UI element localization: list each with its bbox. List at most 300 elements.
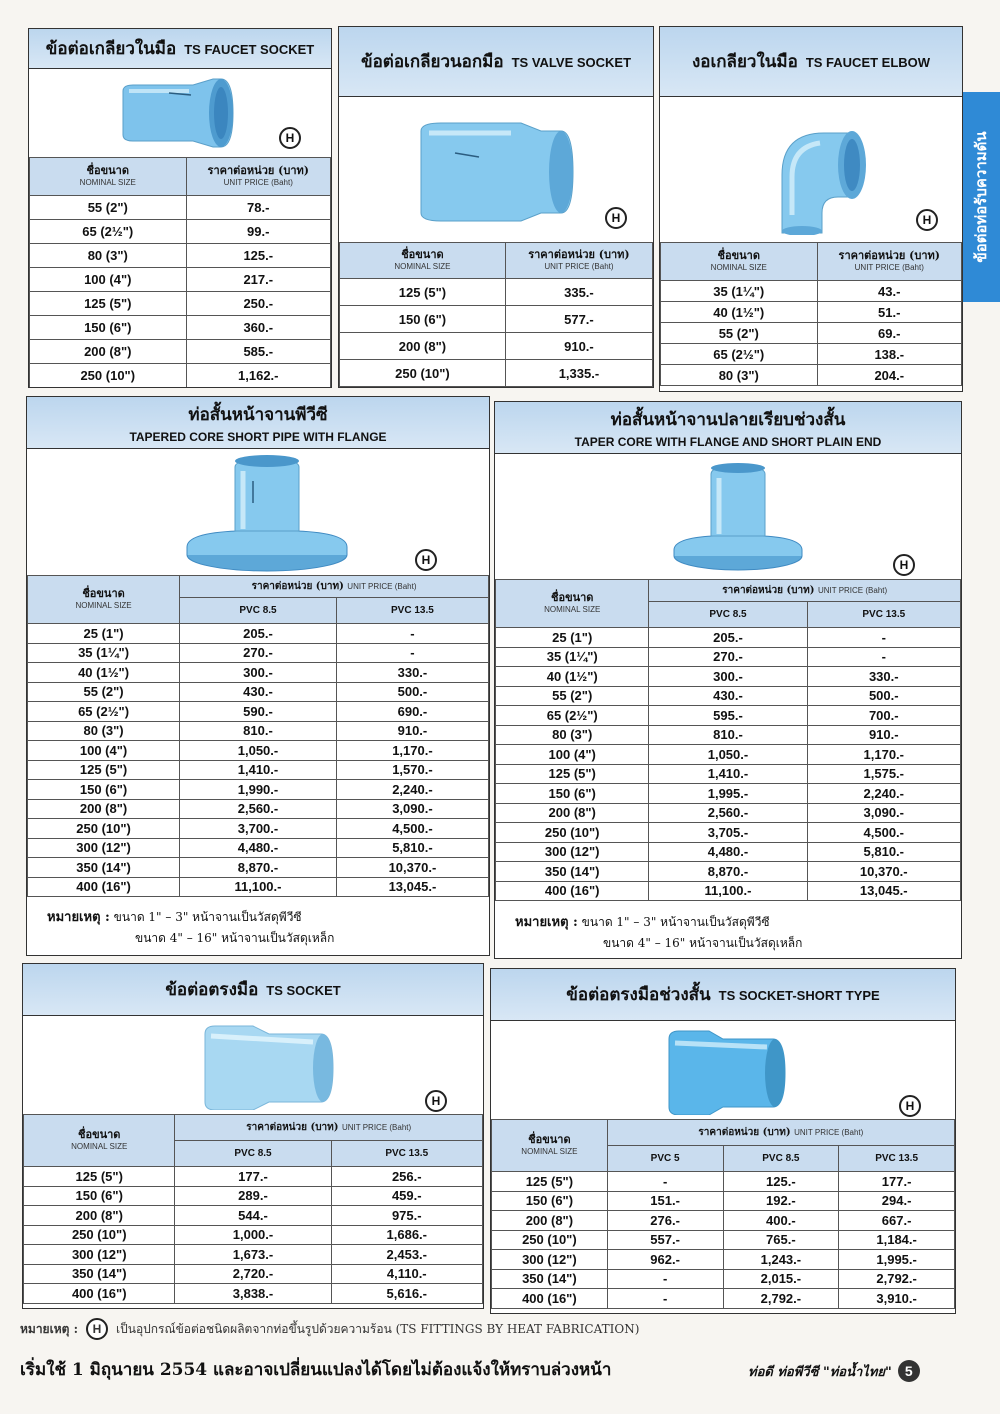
table-row — [24, 1225, 483, 1245]
table-cell: 80 (3") — [496, 725, 649, 745]
table-cell: 544.- — [175, 1206, 331, 1226]
table-cell: 810.- — [649, 725, 807, 745]
table-cell: 459.- — [331, 1186, 482, 1206]
taper-plain-title-th: ท่อสั้นหน้าจานปลายเรียบช่วงสั้น — [610, 410, 846, 430]
socket-short-table — [491, 1119, 955, 1309]
table-cell: 975.- — [331, 1206, 482, 1226]
valve-socket-title-th: ข้อต่อเกลียวนอกมือ — [360, 52, 504, 72]
valve-socket-image — [411, 117, 581, 227]
table-cell: 3,910.- — [839, 1289, 955, 1309]
table-cell: 65 (2½") — [30, 220, 187, 244]
table-cell: 300 (12") — [492, 1250, 608, 1270]
table-cell: 1,170.- — [807, 745, 960, 765]
table-cell: 577.- — [505, 306, 652, 333]
table-row — [28, 682, 489, 702]
table-cell: 200 (8") — [492, 1211, 608, 1231]
table-cell: 335.- — [505, 279, 652, 306]
table-cell: 700.- — [807, 706, 960, 726]
table-cell: 69.- — [817, 323, 961, 344]
table-cell: 250.- — [186, 292, 330, 316]
table-row — [496, 784, 961, 804]
column-header-price: ราคาต่อหน่วย (บาท) UNIT PRICE (Baht) — [607, 1120, 954, 1146]
table-row — [496, 706, 961, 726]
table-cell: 25 (1") — [496, 628, 649, 648]
heat-fabrication-mark: H — [415, 549, 437, 571]
table-cell: 2,560.- — [180, 799, 337, 819]
table-header — [28, 576, 489, 598]
faucet-elbow-title — [660, 27, 962, 97]
table-row — [28, 799, 489, 819]
tapered-flange-title — [27, 397, 489, 449]
footer-note — [20, 1318, 639, 1340]
table-cell: 125.- — [186, 244, 330, 268]
column-header-size: ชื่อขนาด NOMINAL SIZE — [24, 1115, 175, 1167]
table-cell: 177.- — [839, 1172, 955, 1192]
table-cell: 1,000.- — [175, 1225, 331, 1245]
table-cell: 151.- — [607, 1191, 723, 1211]
table-cell: 595.- — [649, 706, 807, 726]
table-cell: 590.- — [180, 702, 337, 722]
table-cell: 10,370.- — [336, 858, 488, 878]
column-header-pvc-8-5: PVC 8.5 — [723, 1146, 839, 1172]
table-row — [496, 862, 961, 882]
table-row — [24, 1206, 483, 1226]
table-cell: 1,050.- — [180, 741, 337, 761]
table-row — [496, 725, 961, 745]
heat-fabrication-mark: H — [899, 1095, 921, 1117]
taper-plain-note — [515, 912, 802, 953]
side-tab — [962, 92, 1000, 302]
table-cell: 125.- — [723, 1172, 839, 1192]
table-cell: 200 (8") — [30, 340, 187, 364]
heat-fabrication-mark: H — [605, 207, 627, 229]
table-row — [24, 1264, 483, 1284]
table-cell: 1,410.- — [649, 764, 807, 784]
table-cell: 1,410.- — [180, 760, 337, 780]
table-cell: 350 (14") — [28, 858, 180, 878]
table-row — [28, 780, 489, 800]
table-header — [496, 580, 961, 602]
table-row — [340, 306, 653, 333]
table-cell: 294.- — [839, 1191, 955, 1211]
table-row — [30, 268, 331, 292]
table-cell: 330.- — [336, 663, 488, 683]
note-line-2: ขนาด 4" – 16" หน้าจานเป็นวัสดุเหล็ก — [603, 936, 803, 950]
table-row — [492, 1172, 955, 1192]
table-cell: 250 (10") — [30, 364, 187, 388]
table-row — [492, 1289, 955, 1309]
table-cell: 43.- — [817, 281, 961, 302]
table-row — [24, 1186, 483, 1206]
table-row — [492, 1211, 955, 1231]
table-row — [30, 340, 331, 364]
table-cell: 500.- — [807, 686, 960, 706]
socket-short-title-en: TS SOCKET-SHORT TYPE — [718, 988, 880, 1003]
table-cell: 138.- — [817, 344, 961, 365]
faucet-socket-title-en: TS FAUCET SOCKET — [184, 42, 315, 57]
column-header-price: ราคาต่อหน่วย (บาท) UNIT PRICE (Baht) — [649, 580, 961, 602]
table-cell: 200 (8") — [496, 803, 649, 823]
heat-fabrication-mark: H — [893, 554, 915, 576]
table-cell: 270.- — [649, 647, 807, 667]
ts-socket-title — [23, 964, 483, 1016]
table-cell: 667.- — [839, 1211, 955, 1231]
table-cell: 810.- — [180, 721, 337, 741]
table-cell: 430.- — [649, 686, 807, 706]
column-header-price: ราคาต่อหน่วย (บาท) UNIT PRICE (Baht) — [180, 576, 489, 598]
table-cell: 204.- — [817, 365, 961, 386]
table-cell: 2,720.- — [175, 1264, 331, 1284]
table-row — [492, 1250, 955, 1270]
faucet-elbow-image-area — [660, 97, 962, 242]
table-cell: 125 (5") — [492, 1172, 608, 1192]
column-header-pvc-13-5: PVC 13.5 — [331, 1141, 482, 1167]
valve-socket-title — [339, 27, 653, 97]
table-row — [492, 1269, 955, 1289]
taper-plain-title-en: TAPER CORE WITH FLANGE AND SHORT PLAIN END — [574, 435, 882, 449]
table-row — [661, 302, 962, 323]
table-cell: 192.- — [723, 1191, 839, 1211]
table-cell: 276.- — [607, 1211, 723, 1231]
taper-plain-image-area — [495, 454, 961, 579]
column-header-price: ราคาต่อหน่วย (บาท) UNIT PRICE (Baht) — [186, 158, 330, 196]
table-cell: 35 (1¼") — [28, 643, 180, 663]
table-row — [24, 1284, 483, 1304]
valve-socket-panel — [338, 26, 654, 388]
column-header-size: ชื่อขนาด NOMINAL SIZE — [340, 243, 506, 279]
table-cell: 150 (6") — [496, 784, 649, 804]
table-cell: 5,810.- — [336, 838, 488, 858]
column-header-pvc-13-5: PVC 13.5 — [807, 602, 960, 628]
table-cell: 330.- — [807, 667, 960, 687]
table-cell: 55 (2") — [28, 682, 180, 702]
column-header-pvc-8-5: PVC 8.5 — [180, 598, 337, 624]
table-row — [492, 1230, 955, 1250]
table-cell: 400.- — [723, 1211, 839, 1231]
table-cell: 150 (6") — [30, 316, 187, 340]
table-cell: - — [607, 1289, 723, 1309]
table-cell: 65 (2½") — [496, 706, 649, 726]
table-cell: 1,990.- — [180, 780, 337, 800]
table-cell: 40 (1½") — [28, 663, 180, 683]
note-line-1: ขนาด 1" – 3" หน้าจานเป็นวัสดุพีวีซี — [581, 915, 770, 929]
column-header-price: ราคาต่อหน่วย (บาท) UNIT PRICE (Baht) — [505, 243, 652, 279]
tapered-flange-title-th: ท่อสั้นหน้าจานพีวีซี — [188, 405, 328, 425]
table-cell: 1,995.- — [839, 1250, 955, 1270]
table-cell: 8,870.- — [180, 858, 337, 878]
table-cell: 4,110.- — [331, 1264, 482, 1284]
column-header-pvc-8-5: PVC 8.5 — [175, 1141, 331, 1167]
table-cell: 51.- — [817, 302, 961, 323]
table-cell: 65 (2½") — [28, 702, 180, 722]
table-cell: 55 (2") — [30, 196, 187, 220]
table-cell: 1,575.- — [807, 764, 960, 784]
table-cell: 3,705.- — [649, 823, 807, 843]
table-cell: 400 (16") — [24, 1284, 175, 1304]
table-cell: 2,453.- — [331, 1245, 482, 1265]
table-cell: - — [807, 647, 960, 667]
ts-socket-image-area — [23, 1016, 483, 1114]
table-cell: 250 (10") — [340, 360, 506, 387]
faucet-socket-title — [29, 29, 331, 69]
taper-plain-title — [495, 402, 961, 454]
tapered-flange-note — [47, 907, 334, 948]
table-header — [340, 243, 653, 279]
socket-short-title-th: ข้อต่อตรงมือช่วงสั้น — [566, 985, 711, 1005]
table-cell: 1,050.- — [649, 745, 807, 765]
table-cell: 3,090.- — [807, 803, 960, 823]
side-tab-label: ข้อต่อท่อรับความดัน — [972, 131, 990, 263]
table-cell: 360.- — [186, 316, 330, 340]
table-cell: 910.- — [336, 721, 488, 741]
table-cell: 250 (10") — [492, 1230, 608, 1250]
column-header-pvc-13-5: PVC 13.5 — [839, 1146, 955, 1172]
table-cell: 4,480.- — [649, 842, 807, 862]
heat-fabrication-mark: H — [86, 1318, 108, 1340]
table-cell: 125 (5") — [30, 292, 187, 316]
table-cell: 125 (5") — [24, 1167, 175, 1187]
table-cell: 270.- — [180, 643, 337, 663]
table-cell: 80 (3") — [28, 721, 180, 741]
heat-fabrication-mark: H — [916, 209, 938, 231]
table-cell: 250 (10") — [28, 819, 180, 839]
table-row — [492, 1191, 955, 1211]
table-row — [496, 881, 961, 901]
brand-footer — [748, 1360, 920, 1382]
table-cell: 200 (8") — [340, 333, 506, 360]
note-line-2: ขนาด 4" – 16" หน้าจานเป็นวัสดุเหล็ก — [135, 931, 335, 945]
table-cell: 430.- — [180, 682, 337, 702]
table-cell: 1,686.- — [331, 1225, 482, 1245]
table-row — [28, 624, 489, 644]
table-cell: 177.- — [175, 1167, 331, 1187]
table-cell: 13,045.- — [336, 877, 488, 897]
column-header-price: ราคาต่อหน่วย (บาท) UNIT PRICE (Baht) — [175, 1115, 483, 1141]
faucet-elbow-title-en: TS FAUCET ELBOW — [805, 55, 931, 70]
table-cell: - — [807, 628, 960, 648]
table-cell: 78.- — [186, 196, 330, 220]
heat-fabrication-mark: H — [425, 1090, 447, 1112]
valve-socket-image-area — [339, 97, 653, 242]
faucet-elbow-image — [752, 105, 882, 235]
table-cell: 350 (14") — [496, 862, 649, 882]
tapered-flange-panel — [26, 396, 490, 956]
table-cell: - — [607, 1172, 723, 1192]
table-row — [661, 344, 962, 365]
socket-short-image — [657, 1025, 797, 1115]
table-cell: 300 (12") — [496, 842, 649, 862]
table-cell: 13,045.- — [807, 881, 960, 901]
faucet-socket-panel — [28, 28, 332, 388]
ts-socket-image — [193, 1020, 343, 1110]
valve-socket-title-en: TS VALVE SOCKET — [511, 55, 632, 70]
table-cell: 300 (12") — [24, 1245, 175, 1265]
table-cell: 1,570.- — [336, 760, 488, 780]
table-cell: 150 (6") — [28, 780, 180, 800]
column-header-size: ชื่อขนาด NOMINAL SIZE — [661, 243, 818, 281]
taper-plain-panel — [494, 401, 962, 959]
socket-short-title — [491, 969, 955, 1021]
table-cell: 150 (6") — [24, 1186, 175, 1206]
table-cell: 8,870.- — [649, 862, 807, 882]
tapered-flange-image-area — [27, 449, 489, 575]
socket-short-image-area — [491, 1021, 955, 1119]
table-cell: 80 (3") — [30, 244, 187, 268]
table-row — [496, 803, 961, 823]
table-cell: 350 (14") — [492, 1269, 608, 1289]
table-header — [30, 158, 331, 196]
table-row — [28, 760, 489, 780]
table-row — [28, 663, 489, 683]
table-cell: - — [607, 1269, 723, 1289]
table-cell: 55 (2") — [661, 323, 818, 344]
table-cell: 205.- — [649, 628, 807, 648]
taper-plain-image — [663, 458, 813, 578]
table-row — [340, 279, 653, 306]
table-cell: 35 (1¼") — [496, 647, 649, 667]
table-row — [28, 819, 489, 839]
table-row — [24, 1245, 483, 1265]
column-header-size: ชื่อขนาด NOMINAL SIZE — [492, 1120, 608, 1172]
table-cell: 2,560.- — [649, 803, 807, 823]
note-label: หมายเหตุ : — [515, 915, 578, 930]
faucet-elbow-table — [660, 242, 962, 386]
table-cell: 2,240.- — [807, 784, 960, 804]
table-cell: 200 (8") — [28, 799, 180, 819]
table-cell: 300 (12") — [28, 838, 180, 858]
table-cell: 150 (6") — [492, 1191, 608, 1211]
table-cell: 1,995.- — [649, 784, 807, 804]
faucet-socket-image-area — [29, 69, 331, 157]
table-cell: 400 (16") — [496, 881, 649, 901]
table-cell: 2,792.- — [839, 1269, 955, 1289]
table-cell: 125 (5") — [496, 764, 649, 784]
table-cell: 125 (5") — [28, 760, 180, 780]
column-header-size: ชื่อขนาด NOMINAL SIZE — [28, 576, 180, 624]
table-row — [30, 316, 331, 340]
valve-socket-table — [339, 242, 653, 387]
table-cell: 289.- — [175, 1186, 331, 1206]
table-cell: 10,370.- — [807, 862, 960, 882]
table-row — [496, 667, 961, 687]
table-cell: 585.- — [186, 340, 330, 364]
table-cell: 300.- — [180, 663, 337, 683]
ts-socket-table — [23, 1114, 483, 1304]
faucet-elbow-panel — [659, 26, 963, 392]
faucet-socket-image — [109, 73, 249, 153]
table-cell: 40 (1½") — [496, 667, 649, 687]
brand-text: ท่อดี ท่อพีวีซี "ท่อน้ำไทย" — [748, 1364, 892, 1380]
tapered-flange-image — [177, 451, 357, 575]
table-cell: 11,100.- — [649, 881, 807, 901]
table-cell: 5,810.- — [807, 842, 960, 862]
table-row — [28, 721, 489, 741]
table-row — [28, 838, 489, 858]
table-cell: 40 (1½") — [661, 302, 818, 323]
table-row — [661, 281, 962, 302]
table-cell: 125 (5") — [340, 279, 506, 306]
table-cell: 1,170.- — [336, 741, 488, 761]
table-header — [661, 243, 962, 281]
table-cell: 217.- — [186, 268, 330, 292]
table-cell: 3,090.- — [336, 799, 488, 819]
ts-socket-panel — [22, 963, 484, 1309]
table-header — [24, 1115, 483, 1141]
table-cell: 1,673.- — [175, 1245, 331, 1265]
table-cell: 690.- — [336, 702, 488, 722]
table-cell: 765.- — [723, 1230, 839, 1250]
table-row — [28, 858, 489, 878]
table-cell: 2,792.- — [723, 1289, 839, 1309]
table-cell: 557.- — [607, 1230, 723, 1250]
table-row — [661, 323, 962, 344]
table-row — [496, 823, 961, 843]
table-cell: 205.- — [180, 624, 337, 644]
table-row — [496, 745, 961, 765]
table-cell: - — [336, 624, 488, 644]
table-cell: 200 (8") — [24, 1206, 175, 1226]
table-row — [24, 1167, 483, 1187]
column-header-size: ชื่อขนาด NOMINAL SIZE — [496, 580, 649, 628]
table-row — [496, 764, 961, 784]
column-header-pvc-5: PVC 5 — [607, 1146, 723, 1172]
table-cell: 55 (2") — [496, 686, 649, 706]
table-row — [30, 364, 331, 388]
table-row — [30, 220, 331, 244]
table-cell: 4,500.- — [336, 819, 488, 839]
table-cell: 250 (10") — [24, 1225, 175, 1245]
table-row — [496, 686, 961, 706]
table-cell: 150 (6") — [340, 306, 506, 333]
table-row — [496, 628, 961, 648]
table-cell: 350 (14") — [24, 1264, 175, 1284]
table-cell: 25 (1") — [28, 624, 180, 644]
table-row — [661, 365, 962, 386]
column-header-pvc-13-5: PVC 13.5 — [336, 598, 488, 624]
table-cell: 500.- — [336, 682, 488, 702]
table-cell: 400 (16") — [492, 1289, 608, 1309]
table-cell: 35 (1¼") — [661, 281, 818, 302]
tapered-flange-title-en: TAPERED CORE SHORT PIPE WITH FLANGE — [129, 430, 387, 444]
table-row — [496, 842, 961, 862]
column-header-price: ราคาต่อหน่วย (บาท) UNIT PRICE (Baht) — [817, 243, 961, 281]
note-label: หมายเหตุ : — [47, 910, 110, 925]
table-cell: 250 (10") — [496, 823, 649, 843]
table-cell: 3,838.- — [175, 1284, 331, 1304]
table-cell: 99.- — [186, 220, 330, 244]
table-cell: 100 (4") — [496, 745, 649, 765]
table-row — [30, 196, 331, 220]
table-row — [496, 647, 961, 667]
table-cell: 910.- — [807, 725, 960, 745]
table-row — [28, 741, 489, 761]
table-cell: 100 (4") — [30, 268, 187, 292]
table-cell: 1,184.- — [839, 1230, 955, 1250]
column-header-size: ชื่อขนาด NOMINAL SIZE — [30, 158, 187, 196]
column-header-pvc-8-5: PVC 8.5 — [649, 602, 807, 628]
footer-note-text: เป็นอุปกรณ์ข้อต่อชนิดผลิตจากท่อขึ้นรูปด้วยความร้อน (TS FITTINGS BY HEAT FABRICATION) — [116, 1321, 640, 1336]
faucet-socket-title-th: ข้อต่อเกลียวในมือ — [45, 39, 177, 59]
table-cell: 2,015.- — [723, 1269, 839, 1289]
table-row — [28, 643, 489, 663]
table-row — [340, 333, 653, 360]
table-cell: 3,700.- — [180, 819, 337, 839]
table-cell: 5,616.- — [331, 1284, 482, 1304]
effective-date-notice: เริ่มใช้ 1 มิถุนายน 2554 และอาจเปลี่ยนแปลงได้โดยไม่ต้องแจ้งให้ทราบล่วงหน้า — [20, 1360, 612, 1380]
table-cell: 1,162.- — [186, 364, 330, 388]
socket-short-panel — [490, 968, 956, 1314]
table-cell: 1,335.- — [505, 360, 652, 387]
